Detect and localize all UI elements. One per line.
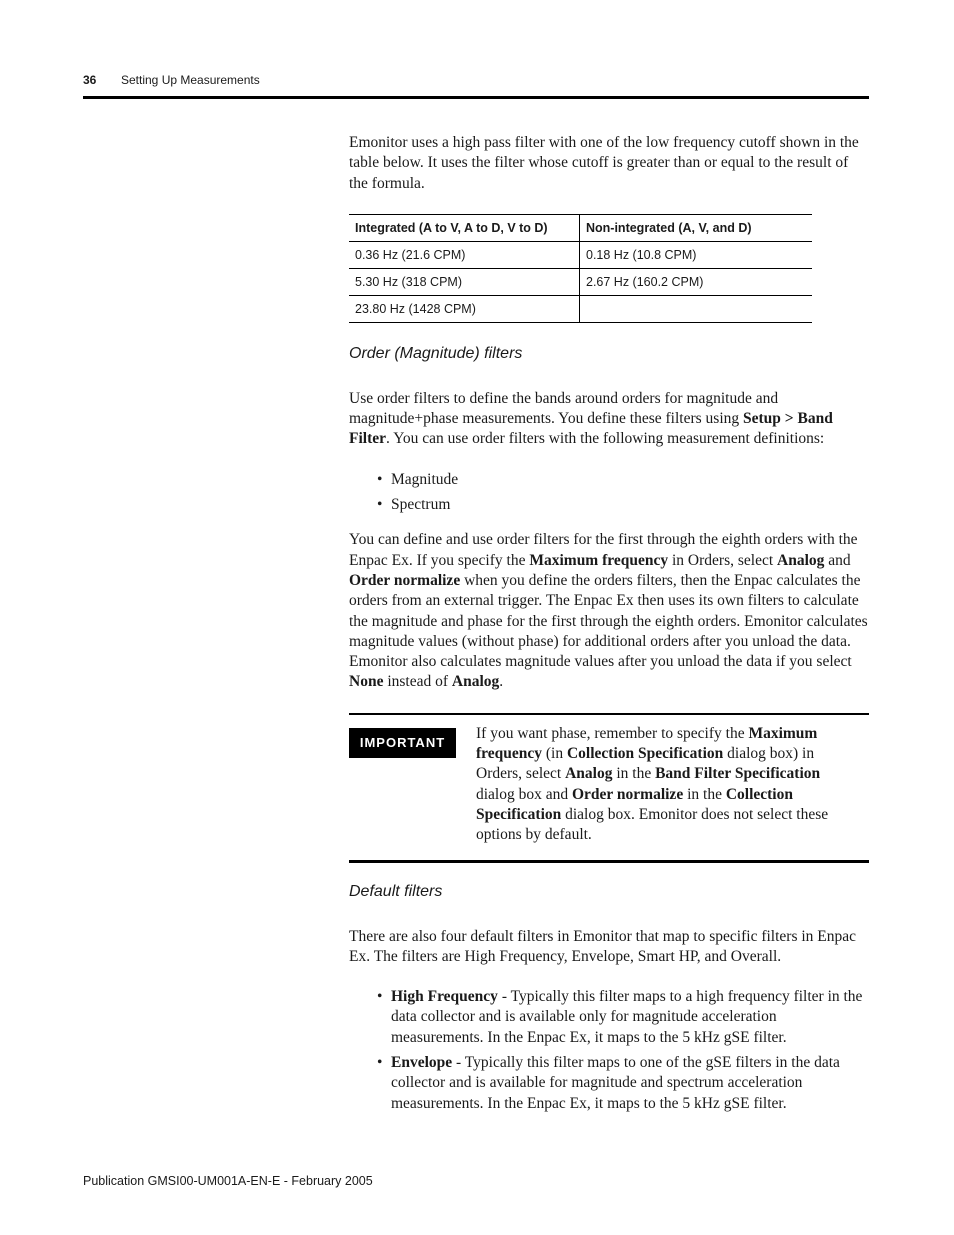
table-cell — [580, 295, 813, 322]
default-filters-paragraph: There are also four default filters in Emonitor that map to specific filters in Enpac Ex. The filters are High Frequency, Envelope, Smart HP, and Overall. — [349, 927, 857, 965]
table-row — [349, 241, 812, 268]
important-note — [349, 713, 869, 863]
order-filters-heading: Order (Magnitude) filters — [349, 344, 523, 362]
table-cell: 23.80 Hz (1428 CPM) — [349, 295, 580, 322]
order-filters-paragraph: Use order filters to define the bands around orders for magnitude and magnitude+phase measurements. You define these filters using Setup > Band Filter. You can use order filters with the following measurement definitions: — [349, 389, 833, 448]
main-content — [349, 133, 869, 1119]
list-item-high-frequency: • High Frequency - Typically this filter maps to a high frequency filter in the data collector and is available only for magnitude acceleration measurements. In the Enpac Ex, it maps to the 5 kHz gSE filter. — [377, 988, 863, 1046]
list-item: • Magnitude — [377, 470, 459, 488]
list-item: • Spectrum — [377, 496, 451, 514]
important-badge: IMPORTANT — [349, 728, 456, 758]
section-title: Setting Up Measurements — [121, 73, 260, 87]
menu-path-setup-band-filter: Setup > Band Filter — [349, 410, 833, 448]
default-filters-heading: Default filters — [349, 882, 443, 900]
table-header-non-integrated: Non-integrated (A, V, and D) — [580, 214, 813, 241]
table-cell: 2.67 Hz (160.2 CPM) — [580, 268, 813, 295]
table-row — [349, 268, 812, 295]
table-cell: 5.30 Hz (318 CPM) — [349, 268, 580, 295]
table-row — [349, 295, 812, 322]
page-number: 36 — [83, 73, 97, 87]
header-rule — [83, 96, 869, 99]
list-item-envelope: • Envelope - Typically this filter maps to one of the gSE filters in the data collector and is available for magnitude and spectrum acceleration measurements. In the Enpac Ex, it maps to the 5 kHz gSE filter. — [377, 1054, 840, 1112]
table-header-row — [349, 214, 812, 241]
intro-paragraph: Emonitor uses a high pass filter with one of the low frequency cutoff shown in the table below. It uses the filter whose cutoff is greater than or equal to the result of the formula. — [349, 134, 859, 192]
measurement-definitions-list — [349, 470, 869, 516]
table-cell: 0.36 Hz (21.6 CPM) — [349, 241, 580, 268]
order-filters-detail-paragraph: You can define and use order filters for the first through the eighth orders with the Enpac Ex. If you specify the Maximum frequency in Orders, select Analog and Order normalize when you define the orders filters, then the Enpac calculates the orders from an external trigger. The Enpac Ex then uses its own filters to calculate the magnitude and phase for the first through the eighth orders. Emonitor calculates magnitude values (without phase) for additional orders after you unload the data. Emonitor also calculates magnitude values after you unload the data if you select None instead of Analog. — [349, 531, 868, 691]
table-cell: 0.18 Hz (10.8 CPM) — [580, 241, 813, 268]
footer-publication: Publication GMSI00-UM001A-EN-E - February 2005 — [83, 1174, 373, 1188]
default-filters-list — [349, 987, 869, 1114]
important-text: If you want phase, remember to specify the Maximum frequency (in Collection Specification dialog box) in Orders, select Analog in the Band Filter Specification dialog box and Order normalize in the Collection Specification dialog box. Emonitor does not select these options by default. — [476, 724, 829, 844]
table-header-integrated: Integrated (A to V, A to D, V to D) — [349, 214, 580, 241]
cutoff-table — [349, 214, 812, 323]
